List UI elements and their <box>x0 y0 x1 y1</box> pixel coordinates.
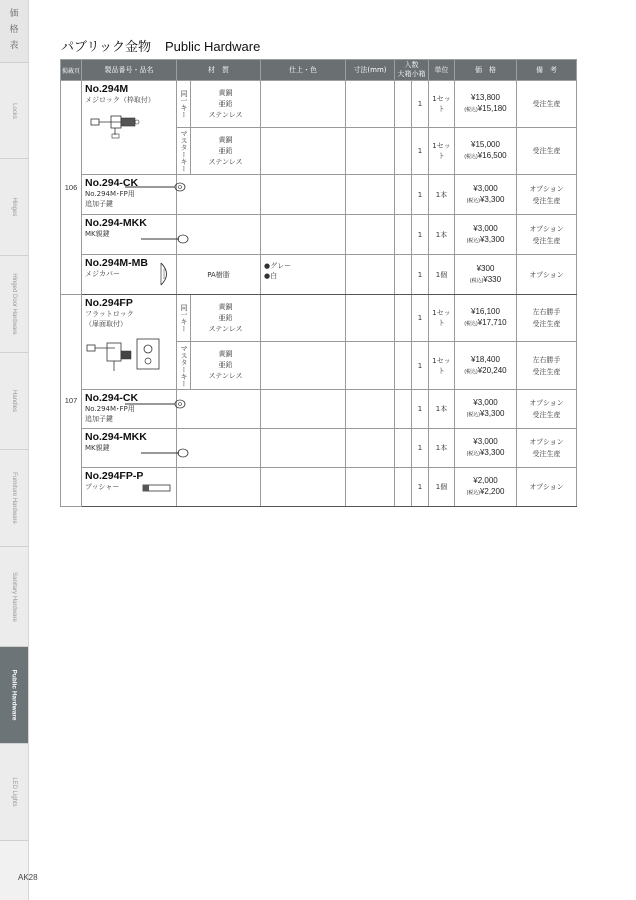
remarks-cell <box>517 429 577 468</box>
price-tax-included <box>455 103 516 116</box>
variant-master-key <box>177 128 191 175</box>
tax-label: (税込) <box>464 368 478 375</box>
remark: オプション <box>529 399 564 407</box>
flat-lock-drawing <box>85 335 165 375</box>
price: ¥16,100 <box>471 307 500 316</box>
material-cell <box>177 215 261 255</box>
unit-cell: 1本 <box>429 390 455 429</box>
qty-small-cell: 1 <box>412 215 429 255</box>
key-drawing <box>125 181 187 193</box>
tax-label: (税込) <box>466 412 480 418</box>
size-cell <box>346 342 395 390</box>
col-unit: 単位 <box>429 60 455 81</box>
tax-price: ¥3,300 <box>479 448 505 457</box>
remark: 受注生産 <box>532 196 561 205</box>
table-row <box>61 390 577 429</box>
remark: オプション <box>529 270 564 279</box>
tab-led-lights-label: LED Lights <box>11 777 17 807</box>
qty-big-cell <box>395 468 412 507</box>
tab-furniture-hardware-label: Furniture Hardware <box>11 472 17 524</box>
variant-label: マスターキー <box>180 344 188 387</box>
size-cell <box>346 128 395 175</box>
price-tax-included <box>455 408 516 421</box>
remark: 受注生産 <box>532 147 561 155</box>
material-cell <box>191 128 261 175</box>
finish-cell <box>261 128 346 175</box>
finish-cell <box>261 342 346 390</box>
tax-label: (税込) <box>466 490 480 496</box>
price: ¥15,000 <box>471 140 500 149</box>
table-row <box>61 81 577 128</box>
product-no: No.294M <box>85 83 129 95</box>
material: 黄銅 <box>218 350 233 358</box>
remarks-cell <box>517 468 577 507</box>
remark: 左右勝手 <box>532 355 561 364</box>
qty-small-cell: 1 <box>412 342 429 390</box>
qty-big-cell <box>395 255 412 295</box>
size-cell <box>346 468 395 507</box>
size-cell <box>346 390 395 429</box>
col-size: 寸法(mm) <box>346 60 395 81</box>
tax-price: ¥3,300 <box>479 409 505 418</box>
qty-big-cell <box>395 175 412 215</box>
price: ¥18,400 <box>471 354 500 364</box>
product-name: メジカバー <box>85 270 120 278</box>
table-row <box>61 215 577 255</box>
material-cell <box>191 81 261 128</box>
remark: 受注生産 <box>532 367 561 376</box>
frame-lock-drawing <box>85 107 145 141</box>
material-cell <box>177 390 261 429</box>
unit-cell: 1セット <box>429 128 455 175</box>
unit-cell: 1本 <box>429 215 455 255</box>
qty-big-cell <box>395 342 412 390</box>
table-row <box>61 468 577 507</box>
col-page: 掲載頁 <box>61 60 82 81</box>
qty-big-cell <box>395 295 412 342</box>
product-cell-294fp-p <box>82 468 177 507</box>
price-tax-included <box>455 194 516 207</box>
master-key-drawing <box>141 233 189 245</box>
qty-small-cell: 1 <box>412 295 429 342</box>
unit-cell: 1セット <box>429 295 455 342</box>
tax-label: (税込) <box>466 197 480 204</box>
qty-big-cell <box>395 429 412 468</box>
tax-label: (税込) <box>464 154 478 160</box>
qty-big-cell <box>395 81 412 128</box>
product-no: No.294M-MB <box>85 257 149 269</box>
size-cell <box>346 295 395 342</box>
product-no: No.294-CK <box>85 392 139 404</box>
product-cell-294m-mb <box>82 255 177 295</box>
price-table <box>60 59 577 507</box>
tab-sanitary-hardware-label: Sanitary Hardware <box>11 571 17 622</box>
price-cell <box>455 215 517 255</box>
variant-label: マスターキー <box>180 130 188 172</box>
material-cell <box>191 342 261 390</box>
cover-drawing <box>158 261 174 287</box>
product-name: MK親鍵 <box>85 444 110 452</box>
product-cell-294m <box>82 81 177 175</box>
variant-same-key <box>177 81 191 128</box>
tab-sanitary-hardware[interactable] <box>0 547 28 647</box>
unit-cell: 1個 <box>429 468 455 507</box>
tax-label: (税込) <box>466 237 480 244</box>
material: 黄銅 <box>218 88 233 97</box>
table-row <box>61 255 577 295</box>
remark: オプション <box>529 184 564 193</box>
price-tax-included <box>455 234 516 247</box>
price-tax-included <box>455 274 516 287</box>
price: ¥13,800 <box>471 93 500 102</box>
price-list-label-char-2: 格 <box>9 25 19 35</box>
price-tax-included <box>455 486 516 499</box>
table-row <box>61 175 577 215</box>
size-cell <box>346 429 395 468</box>
tax-price: ¥3,300 <box>479 194 505 204</box>
col-finish: 仕上・色 <box>261 60 346 81</box>
material: ステンレス <box>208 372 243 380</box>
variant-label: 同一キー <box>180 304 188 332</box>
col-remarks: 備 考 <box>517 60 577 81</box>
size-cell <box>346 81 395 128</box>
material: 亜鉛 <box>218 99 233 108</box>
price-cell <box>455 429 517 468</box>
material: ステンレス <box>208 324 243 333</box>
material: 亜鉛 <box>218 146 233 155</box>
price-tax-included <box>455 447 516 460</box>
tax-price: ¥3,300 <box>479 234 505 244</box>
tab-hinges[interactable] <box>0 159 28 256</box>
col-material: 材 質 <box>177 60 261 81</box>
table-row <box>61 429 577 468</box>
size-cell <box>346 175 395 215</box>
product-no: No.294FP <box>85 297 133 309</box>
remarks-cell <box>517 390 577 429</box>
tab-locks-label: Locks <box>11 102 17 119</box>
qty-small-cell: 1 <box>412 255 429 295</box>
size-cell <box>346 215 395 255</box>
pusher-drawing <box>142 483 172 493</box>
material: 黄銅 <box>218 135 233 144</box>
remark: 受注生産 <box>532 450 561 458</box>
finish-cell <box>261 390 346 429</box>
product-no: No.294-MKK <box>85 431 147 443</box>
col-qty-sub <box>395 70 428 79</box>
tab-led-lights[interactable] <box>0 744 28 841</box>
product-name: No.294M･FP用 <box>85 190 135 198</box>
product-cell-294fp <box>82 295 177 390</box>
price: ¥300 <box>476 263 495 273</box>
page-ref-107: 107 <box>61 295 82 507</box>
tab-handles[interactable] <box>0 353 28 450</box>
finish-cell <box>261 295 346 342</box>
tax-price: ¥16,500 <box>477 151 507 160</box>
material-cell <box>177 175 261 215</box>
tax-label: (税込) <box>464 107 478 113</box>
col-price: 価 格 <box>455 60 517 81</box>
price-cell <box>455 128 517 175</box>
tax-price: ¥330 <box>483 274 502 284</box>
tab-locks[interactable] <box>0 63 28 159</box>
product-name: メジロック（枠取付） <box>85 96 155 104</box>
remark: 受注生産 <box>532 236 561 245</box>
qty-small-cell: 1 <box>412 468 429 507</box>
finish-cell <box>261 175 346 215</box>
price: ¥3,000 <box>473 223 498 233</box>
remarks-cell <box>517 295 577 342</box>
category-sidebar <box>0 0 29 900</box>
unit-cell: 1個 <box>429 255 455 295</box>
price-list-label <box>0 0 28 63</box>
col-qty <box>395 60 429 81</box>
master-key-drawing <box>141 447 189 459</box>
tab-hinged-door-hardware[interactable] <box>0 256 28 353</box>
page-title-jp: パブリック金物 <box>61 40 151 55</box>
table-header-row <box>61 60 577 81</box>
qty-small-cell: 1 <box>412 175 429 215</box>
tab-handles-label: Handles <box>11 389 17 413</box>
material: ステンレス <box>208 157 243 166</box>
price-cell <box>455 468 517 507</box>
product-no: No.294FP-P <box>85 470 144 482</box>
qty-big-cell <box>395 128 412 175</box>
remark: 左右勝手 <box>532 308 561 316</box>
remark: 受注生産 <box>532 411 561 419</box>
qty-small-cell: 1 <box>412 429 429 468</box>
qty-big-cell <box>395 215 412 255</box>
finish-cell <box>261 215 346 255</box>
remark: 受注生産 <box>532 100 561 108</box>
page-title-en: Public Hardware <box>164 39 261 54</box>
variant-same-key <box>177 295 191 342</box>
page-number: AK28 <box>18 873 38 882</box>
unit-cell: 1本 <box>429 175 455 215</box>
price-tax-included <box>455 317 516 330</box>
tax-label: (税込) <box>469 277 484 284</box>
price-tax-included <box>455 365 516 378</box>
tax-price: ¥15,180 <box>477 104 507 113</box>
material: 亜鉛 <box>218 361 233 369</box>
finish-cell <box>261 468 346 507</box>
remarks-cell <box>517 128 577 175</box>
price-cell <box>455 342 517 390</box>
price: ¥3,000 <box>473 437 498 446</box>
unit-cell: 1セット <box>429 81 455 128</box>
page-ref-106: 106 <box>61 81 82 295</box>
material: 黄銅 <box>218 302 233 311</box>
tax-label: (税込) <box>464 321 478 327</box>
material-cell <box>177 468 261 507</box>
product-name: プッシャー <box>85 483 120 491</box>
finish-cell <box>261 429 346 468</box>
unit-cell: 1本 <box>429 429 455 468</box>
remark: オプション <box>529 224 564 233</box>
unit-cell: 1セット <box>429 342 455 390</box>
col-qty-big: 大箱 <box>397 70 412 78</box>
tab-furniture-hardware[interactable] <box>0 450 28 547</box>
material: 亜鉛 <box>218 313 233 322</box>
price-list-label-char-3: 表 <box>9 41 19 51</box>
price: ¥3,000 <box>473 398 498 407</box>
material-cell <box>191 295 261 342</box>
remarks-cell <box>517 215 577 255</box>
material-cell <box>177 429 261 468</box>
tax-price: ¥17,710 <box>477 318 507 327</box>
col-qty-label: 入数 <box>404 61 419 69</box>
tax-price: ¥20,240 <box>477 365 507 375</box>
qty-small-cell: 1 <box>412 81 429 128</box>
size-cell <box>346 255 395 295</box>
qty-small-cell: 1 <box>412 128 429 175</box>
variant-label: 同一キー <box>180 90 188 118</box>
qty-big-cell <box>395 390 412 429</box>
material-cell: PA樹脂 <box>177 255 261 295</box>
remark: オプション <box>529 438 564 446</box>
material: ステンレス <box>208 110 243 119</box>
variant-master-key <box>177 342 191 390</box>
color-option: ●グレー <box>264 262 292 270</box>
product-name: 追加子鍵 <box>85 415 113 423</box>
remark: オプション <box>529 483 564 491</box>
product-name: MK親鍵 <box>85 230 110 238</box>
color-option: ●白 <box>264 272 278 280</box>
finish-cell <box>261 255 346 295</box>
remarks-cell <box>517 342 577 390</box>
tab-public-hardware[interactable] <box>0 647 28 744</box>
tab-hinged-door-hardware-label: Hinged Door Hardware <box>11 273 17 335</box>
price-cell <box>455 390 517 429</box>
tab-public-hardware-label: Public Hardware <box>10 669 18 721</box>
price-tax-included <box>455 150 516 163</box>
col-product: 製品番号・品名 <box>82 60 177 81</box>
remarks-cell <box>517 255 577 295</box>
price-cell <box>455 81 517 128</box>
tax-label: (税込) <box>466 451 480 457</box>
tax-price: ¥2,200 <box>479 487 505 496</box>
remarks-cell <box>517 175 577 215</box>
price-cell <box>455 255 517 295</box>
qty-small-cell: 1 <box>412 390 429 429</box>
price-cell <box>455 175 517 215</box>
price: ¥3,000 <box>473 183 498 193</box>
price-list-label-char-1: 価 <box>9 9 19 19</box>
page-title <box>61 36 260 55</box>
key-drawing <box>125 398 187 410</box>
product-no: No.294-CK <box>85 177 139 189</box>
price-cell <box>455 295 517 342</box>
product-name: No.294M･FP用 <box>85 405 135 413</box>
product-name: （扉面取付） <box>85 320 127 328</box>
tab-hinges-label: Hinges <box>11 197 17 217</box>
product-name: フラットロック <box>85 310 134 318</box>
remark: 受注生産 <box>532 320 561 328</box>
col-qty-small: 小箱 <box>411 70 426 78</box>
price: ¥2,000 <box>473 476 498 485</box>
finish-cell <box>261 81 346 128</box>
product-no: No.294-MKK <box>85 217 147 229</box>
remarks-cell <box>517 81 577 128</box>
table-row <box>61 295 577 342</box>
product-name: 追加子鍵 <box>85 200 113 208</box>
